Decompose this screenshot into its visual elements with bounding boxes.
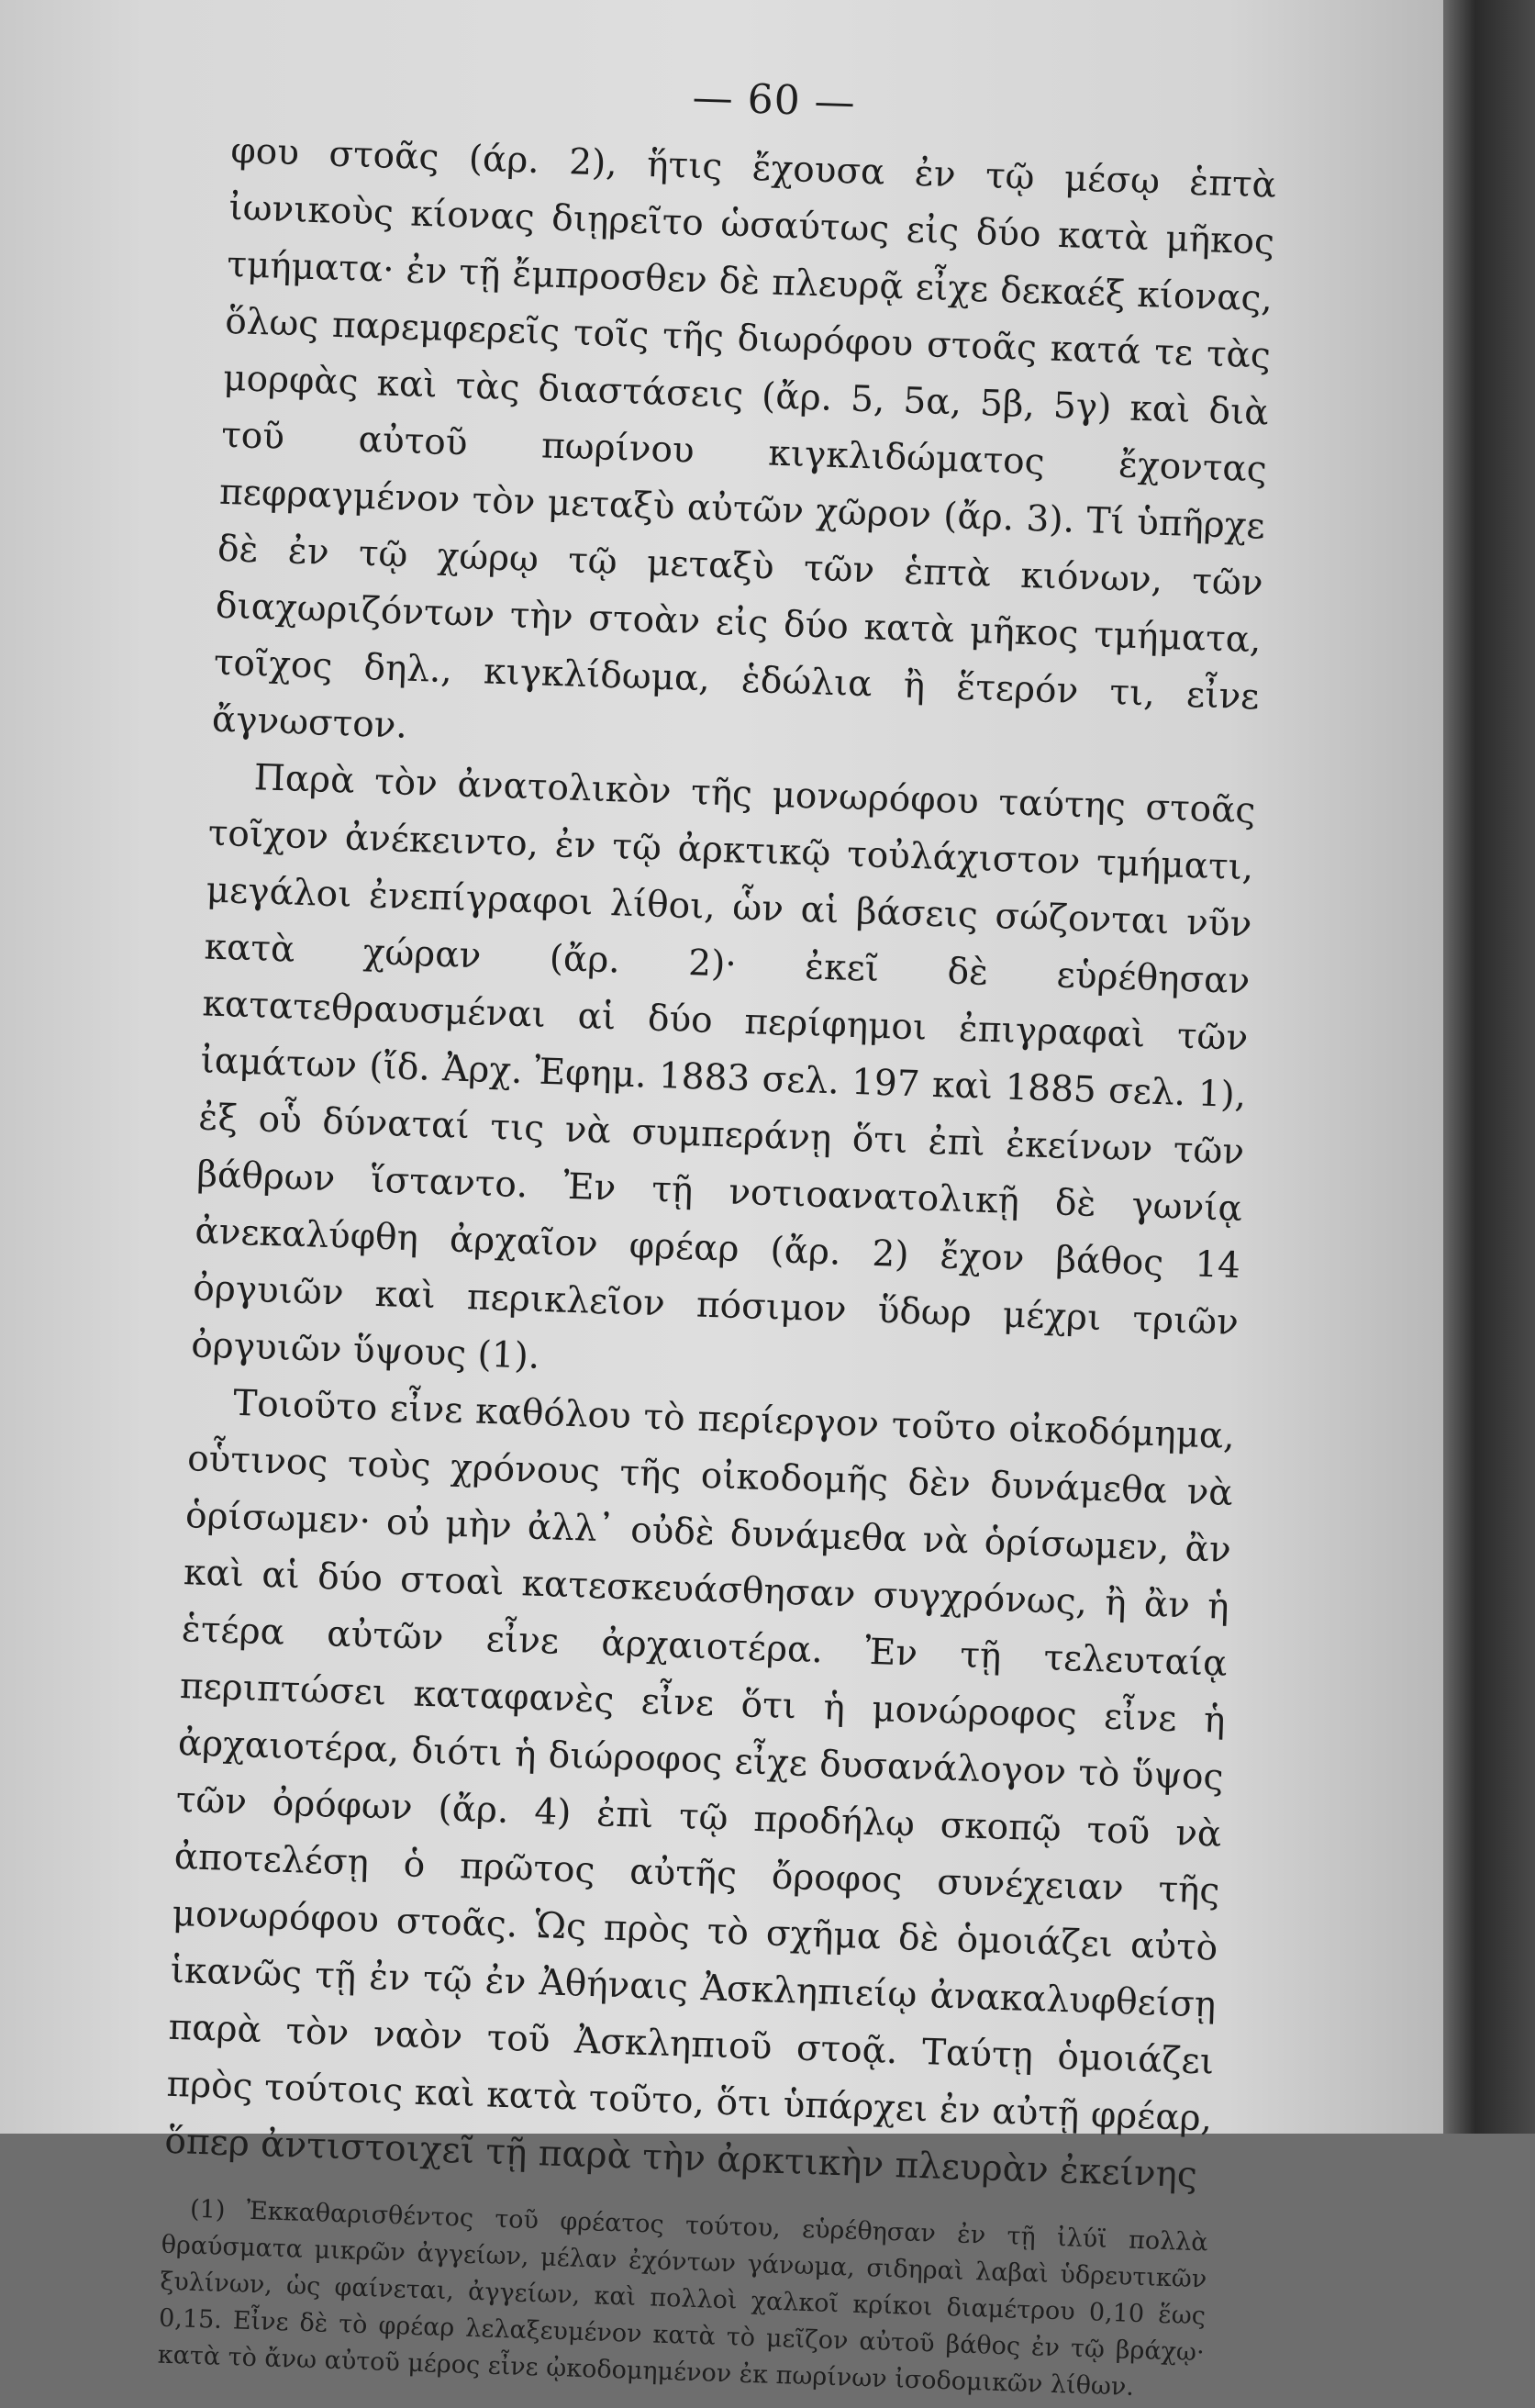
paragraph: φου στοᾶς (άρ. 2), ἥτις ἔχουσα ἐν τῷ μέσῳ ἑπτὰ ἰωνικοὺς κίονας διῃρεῖτο ὡσαύτως εἰς δύο κατὰ μῆκος τμήματα· ἐν τῇ ἔμπροσθεν δὲ πλευρᾷ εἶχε δεκαέξ κίονας, ὅλως παρεμφερεῖς τοῖς τῆς διωρόφου στοᾶς κατά τε τὰς μορφὰς καὶ τὰς διαστάσεις (ἄρ. 5, 5α, 5β, 5γ) καὶ διὰ τοῦ αὐτοῦ πωρίνου κιγκλιδώματος ἔχοντας πεφραγμένον τὸν μεταξὺ αὐτῶν χῶρον (ἄρ. 3). Τί ὑπῆρχε δὲ ἐν τῷ χώρῳ τῷ μεταξὺ τῶν ἑπτὰ κιόνων, τῶν διαχωριζόντων τὴν στοὰν εἰς δύο κατὰ μῆκος τμήματα, τοῖχος δηλ., κιγκλίδωμα, ἑδώλια ἢ ἕτερόν τι, εἶνε ἄγνωστον. <box>211 129 1277 747</box>
page-number: — 60 — <box>691 73 857 127</box>
page-text-block <box>157 55 1279 2408</box>
paragraph: Τοιοῦτο εἶνε καθόλου τὸ περίεργον τοῦτο οἰκοδόμημα, οὗτινος τοὺς χρόνους τῆς οἰκοδομῆς δὲν δυνάμεθα νὰ ὁρίσωμεν· οὐ μὴν ἀλλ᾽ οὐδὲ δυνάμεθα νὰ ὁρίσωμεν, ἂν καὶ αἱ δύο στοαὶ κατεσκευάσθησαν συγχρόνως, ἢ ἂν ἡ ἑτέρα αὐτῶν εἶνε ἀρχαιοτέρα. Ἐν τῇ τελευταίᾳ περιπτώσει καταφανὲς εἶνε ὅτι ἡ μονώροφος εἶνε ἡ ἀρχαιοτέρα, διότι ἡ διώροφος εἶχε δυσανάλογον τὸ ὕψος τῶν ὀρόφων (ἄρ. 4) ἐπὶ τῷ προδήλῳ σκοπῷ τοῦ νὰ ἀποτελέσῃ ὁ πρῶτος αὐτῆς ὄροφος συνέχειαν τῆς μονωρόφου στοᾶς. Ὡς πρὸς τὸ σχῆμα δὲ ὁμοιάζει αὐτὸ ἱκανῶς τῇ ἐν τῷ ἐν Ἀθήναις Ἀσκληπιείῳ ἀνακαλυφθείσῃ παρὰ τὸν ναὸν τοῦ Ἀσκληπιοῦ στοᾷ. Ταύτῃ ὁμοιάζει πρὸς τούτοις καὶ κατὰ τοῦτο, ὅτι ὑπάρχει ἐν αὐτῇ φρέαρ, ὅπερ ἀντιστοιχεῖ τῇ παρὰ τὴν ἀρκτικὴν πλευρὰν ἐκείνης <box>163 1382 1236 2197</box>
book-binding-gutter <box>1443 0 1535 2134</box>
body-text <box>164 123 1277 2205</box>
footnote: (1) Ἐκκαθαρισθέντος τοῦ φρέατος τούτου, εὑρέθησαν ἐν τῇ ἰλύϊ πολλὰ θραύσματα μικρῶν ἀγγείων, μέλαν ἐχόντων γάνωμα, σιδηραὶ λαβαὶ ὑδρευτικῶν ξυλίνων, ὡς φαίνεται, ἀγγείων, καὶ πολλοὶ χαλκοῖ κρίκοι διαμέτρου 0,10 ἕως 0,15. Εἶνε δὲ τὸ φρέαρ λελαξευμένον κατὰ τὸ μεῖζον αὐτοῦ βάθος ἐν τῷ βράχῳ· κατὰ τὸ ἄνω αὐτοῦ μέρος εἶνε ᾠκοδομημένον ἐκ πωρίνων ἰσοδομικῶν λίθων. <box>157 2194 1209 2402</box>
paragraph: Παρὰ τὸν ἀνατολικὸν τῆς μονωρόφου ταύτης στοᾶς τοῖχον ἀνέκειντο, ἐν τῷ ἀρκτικῷ τοὐλάχιστον τμήματι, μεγάλοι ἐνεπίγραφοι λίθοι, ὧν αἱ βάσεις σώζονται νῦν κατὰ χώραν (ἄρ. 2)· ἐκεῖ δὲ εὑρέθησαν κατατεθραυσμέναι αἱ δύο περίφημοι ἐπιγραφαὶ τῶν ἰαμάτων (ἴδ. Ἀρχ. Ἐφημ. 1883 σελ. 197 καὶ 1885 σελ. 1), ἐξ οὗ δύναταί τις νὰ συμπεράνῃ ὅτι ἐπὶ ἐκείνων τῶν βάθρων ἵσταντο. Ἐν τῇ νοτιοανατολικῇ δὲ γωνίᾳ ἀνεκαλύφθη ἀρχαῖον φρέαρ (ἄρ. 2) ἔχον βάθος 14 ὀργυιῶν καὶ περικλεῖον πόσιμον ὕδωρ μέχρι τριῶν ὀργυιῶν ὕψους (1). <box>190 757 1257 1377</box>
